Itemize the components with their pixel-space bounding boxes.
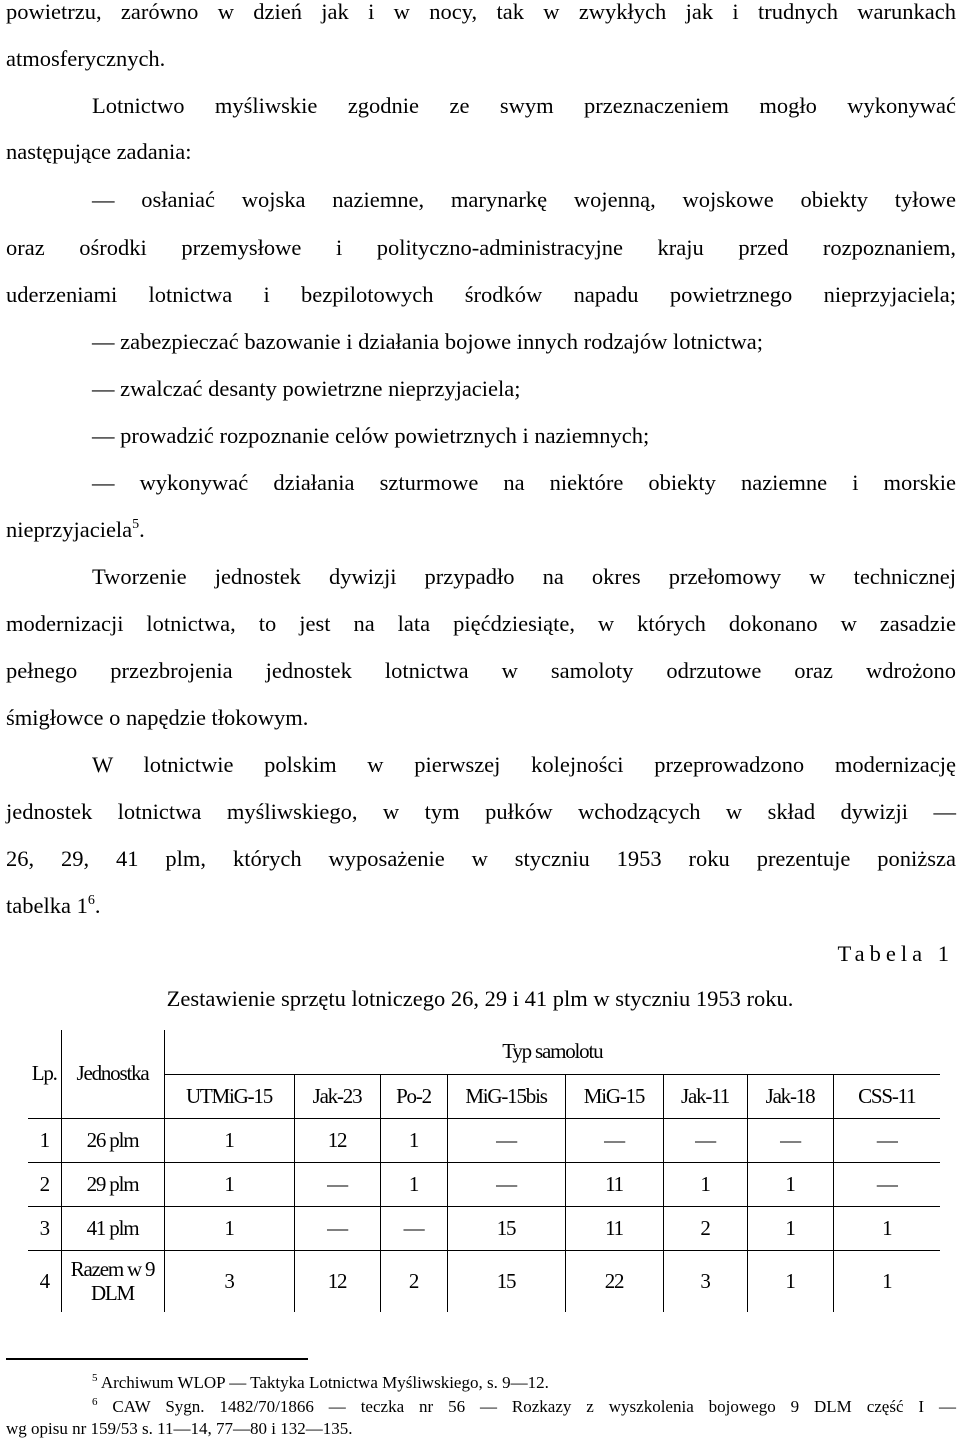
footnote-6 [92, 1396, 956, 1418]
footnote-text: CAW Sygn. 1482/70/1866 — teczka nr 56 — Rozkazy z wyszkolenia bojowego 9 DLM część I — [112, 1397, 956, 1416]
table-row [28, 1206, 940, 1250]
footnote-5 [92, 1372, 956, 1394]
table-cell: 1 [164, 1162, 294, 1206]
header-unit: Jednostka [61, 1030, 164, 1118]
table-cell: — [447, 1162, 565, 1206]
column-header: MiG-15bis [447, 1074, 565, 1118]
table-cell: 1 [747, 1206, 833, 1250]
table-cell: 1 [833, 1206, 940, 1250]
footnote-6-continued: wg opisu nr 159/53 s. 11—14, 77—80 i 132—135. [6, 1419, 353, 1438]
table-cell: 11 [565, 1206, 663, 1250]
column-headers [28, 1074, 940, 1118]
table-cell: 15 [447, 1206, 565, 1250]
list-item: — zwalczać desanty powietrzne nieprzyjaciela; [92, 376, 521, 401]
paragraph-line: uderzeniami lotnictwa i bezpilotowych środków napadu powietrznego nieprzyjaciela; [6, 282, 956, 307]
paragraph-line: Tworzenie jednostek dywizji przypadło na okres przełomowy w technicznej [92, 564, 956, 589]
paragraph-line [6, 515, 956, 545]
paragraph-line: śmigłowce o napędzie tłokowym. [6, 705, 309, 730]
cell-unit: 29 plm [61, 1162, 164, 1206]
column-header: MiG-15 [565, 1074, 663, 1118]
list-item: — zabezpieczać bazowanie i działania bojowe innych rodzajów lotnictwa; [92, 329, 763, 354]
text-run: . [139, 517, 145, 542]
table-cell: 12 [294, 1250, 380, 1312]
paragraph-line: Lotnictwo myśliwskie zgodnie ze swym przeznaczeniem mogło wykonywać [92, 93, 956, 118]
text-run: nieprzyjaciela [6, 517, 133, 542]
paragraph-line: atmosferycznych. [6, 46, 166, 71]
list-item-text: osłaniać wojska naziemne, marynarkę wojenną, wojskowe obiekty tyłowe [141, 187, 956, 212]
column-header: Po-2 [380, 1074, 447, 1118]
table-cell: — [833, 1162, 940, 1206]
list-item: — osłaniać wojska naziemne, marynarkę wojenną, wojskowe obiekty tyłowe [92, 187, 956, 212]
table-cell: 15 [447, 1250, 565, 1312]
table-cell: 1 [833, 1250, 940, 1312]
table-cell: 1 [164, 1118, 294, 1162]
table-title: Zestawienie sprzętu lotniczego 26, 29 i 41 plm w styczniu 1953 roku. [166, 986, 794, 1011]
paragraph-line: 26, 29, 41 plm, których wyposażenie w styczniu 1953 roku prezentuje poniższa [6, 846, 956, 871]
text-run: tabelka 1 [6, 893, 88, 918]
table-cell: 11 [565, 1162, 663, 1206]
table-cell: 3 [663, 1250, 747, 1312]
table-cell: 1 [747, 1162, 833, 1206]
column-header: Jak-23 [294, 1074, 380, 1118]
header-lp: Lp. [28, 1030, 61, 1118]
table-cell: — [294, 1162, 380, 1206]
list-item-text: prowadzić rozpoznanie celów powietrznych i naziemnych; [120, 423, 650, 448]
table-cell: 1 [380, 1162, 447, 1206]
table-cell: 22 [565, 1250, 663, 1312]
column-header: CSS-11 [833, 1074, 940, 1118]
table-cell: 1 [164, 1206, 294, 1250]
paragraph-line: następujące zadania: [6, 139, 192, 164]
paragraph-line: modernizacji lotnictwa, to jest na lata pięćdziesiąte, w których dokonano w zasadzie [6, 611, 956, 636]
table-cell: 1 [663, 1162, 747, 1206]
cell-lp: 3 [28, 1206, 61, 1250]
table-cell: — [294, 1206, 380, 1250]
table-row [28, 1118, 940, 1162]
cell-unit: 41 plm [61, 1206, 164, 1250]
paragraph-line: pełnego przezbrojenia jednostek lotnictwa w samoloty odrzutowe oraz wdrożono [6, 658, 956, 683]
paragraph-line: powietrzu, zarówno w dzień jak i w nocy, tak w zwykłych jak i trudnych warunkach [6, 0, 956, 24]
table-cell: 1 [380, 1118, 447, 1162]
table-label: Tabela 1 [837, 941, 954, 966]
footnote-ref: 5 [132, 517, 140, 532]
column-header: Jak-11 [663, 1074, 747, 1118]
cell-lp: 4 [28, 1250, 61, 1312]
text-run: . [94, 893, 101, 918]
cell-unit: 26 plm [61, 1118, 164, 1162]
header-aircraft-type: Typ samolotu [164, 1030, 940, 1074]
table-cell: — [380, 1206, 447, 1250]
list-item: — prowadzić rozpoznanie celów powietrznych i naziemnych; [92, 423, 650, 448]
table-cell: 3 [164, 1250, 294, 1312]
equipment-table [28, 1030, 940, 1312]
table-cell: 2 [380, 1250, 447, 1312]
cell-lp: 2 [28, 1162, 61, 1206]
footnote-text: Archiwum WLOP — Taktyka Lotnictwa Myśliwskiego, s. 9—12. [100, 1373, 549, 1392]
cell-lp: 1 [28, 1118, 61, 1162]
footnote-ref: 6 [87, 893, 95, 908]
paragraph-line: W lotnictwie polskim w pierwszej kolejności przeprowadzono modernizację [92, 752, 956, 777]
list-item: — wykonywać działania szturmowe na niektóre obiekty naziemne i morskie [92, 470, 957, 495]
cell-unit: Razem w 9 DLM [61, 1250, 164, 1312]
table-row-total [28, 1250, 940, 1312]
table-cell: — [663, 1118, 747, 1162]
paragraph-line: oraz ośrodki przemysłowe i polityczno-administracyjne kraju przed rozpoznaniem, [6, 235, 956, 260]
table-cell: 1 [747, 1250, 833, 1312]
column-header: UTMiG-15 [164, 1074, 294, 1118]
paragraph-line: jednostek lotnictwa myśliwskiego, w tym pułków wchodzących w skład dywizji — [6, 799, 956, 824]
paragraph-line [6, 891, 956, 921]
list-item-text: zabezpieczać bazowanie i działania bojowe innych rodzajów lotnictwa; [120, 329, 763, 354]
table-cell: — [447, 1118, 565, 1162]
list-item-text: zwalczać desanty powietrzne nieprzyjaciela; [120, 376, 521, 401]
footnote-divider [6, 1358, 308, 1360]
table-cell: 2 [663, 1206, 747, 1250]
table-cell: — [747, 1118, 833, 1162]
table-cell: — [565, 1118, 663, 1162]
table-row [28, 1162, 940, 1206]
table-cell: — [833, 1118, 940, 1162]
list-item-text: wykonywać działania szturmowe na niektóre obiekty naziemne i morskie [139, 470, 957, 495]
footnote-number: 5 [92, 1372, 98, 1384]
column-header: Jak-18 [747, 1074, 833, 1118]
footnote-number: 6 [92, 1396, 98, 1408]
table-cell: 12 [294, 1118, 380, 1162]
